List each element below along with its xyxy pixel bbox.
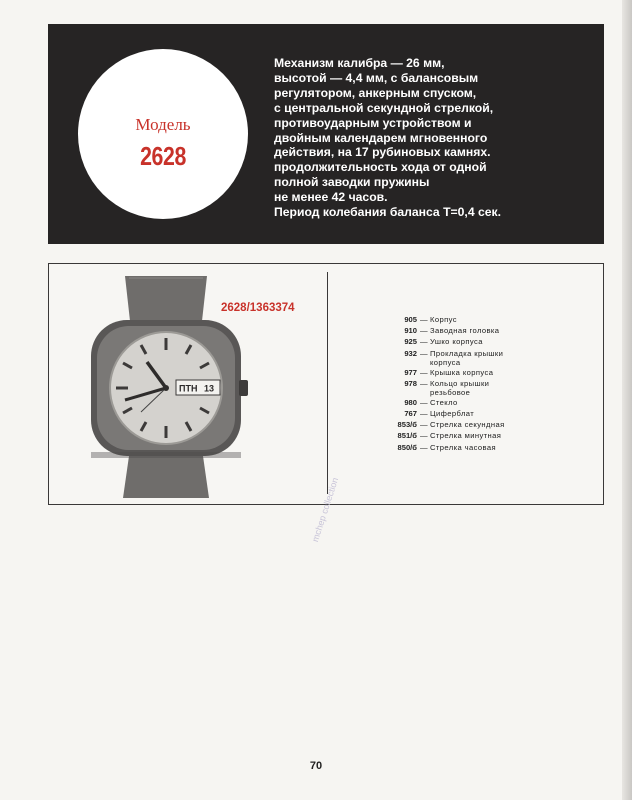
part-code: 851/б bbox=[397, 431, 417, 441]
day-window: ПТН bbox=[179, 383, 198, 394]
part-name: Крышка корпуса bbox=[430, 367, 494, 377]
part-row bbox=[369, 397, 569, 408]
part-name: Ушко корпуса bbox=[430, 337, 483, 347]
part-code: 850/б bbox=[397, 442, 417, 452]
spec-line: Период колебания баланса Т=0,4 сек. bbox=[274, 205, 502, 220]
model-label: Модель bbox=[135, 115, 191, 134]
part-code: 925 bbox=[404, 337, 417, 347]
spec-line: регулятором, анкерным спуском, bbox=[274, 85, 477, 100]
part-dash: — bbox=[420, 397, 428, 407]
parts-box bbox=[48, 263, 604, 505]
part-dash: — bbox=[420, 326, 428, 336]
spec-line: действия, на 17 рубиновых камнях. bbox=[274, 145, 491, 160]
model-banner bbox=[48, 24, 604, 244]
page-edge bbox=[622, 0, 632, 800]
part-dash: — bbox=[420, 337, 428, 347]
spec-line: не менее 42 часов. bbox=[274, 190, 388, 205]
part-name: Стрелка часовая bbox=[430, 442, 496, 452]
part-code: 978 bbox=[404, 378, 417, 388]
part-dash: — bbox=[420, 378, 428, 388]
part-name: Стекло bbox=[430, 397, 458, 407]
part-dash: — bbox=[420, 409, 428, 419]
part-code: 932 bbox=[404, 348, 417, 358]
part-dash: — bbox=[420, 367, 428, 377]
part-row bbox=[369, 367, 569, 378]
reference-number: 2628/1363374 bbox=[221, 302, 295, 314]
part-row bbox=[369, 419, 569, 430]
watermark: mchep collection bbox=[310, 476, 341, 544]
column-divider bbox=[327, 272, 328, 494]
spec-line: высотой — 4,4 мм, с балансовым bbox=[274, 70, 479, 85]
part-name: Кольцо крышки резьбовое bbox=[430, 378, 490, 397]
part-code: 910 bbox=[404, 326, 417, 336]
part-code: 977 bbox=[404, 367, 417, 377]
part-row bbox=[369, 378, 569, 397]
spec-line: полной заводки пружины bbox=[274, 175, 430, 190]
part-dash: — bbox=[420, 348, 428, 358]
model-number: 2628 bbox=[140, 141, 186, 171]
spec-line: противоударным устройством и bbox=[274, 115, 472, 130]
part-row bbox=[369, 442, 569, 453]
part-dash: — bbox=[420, 315, 428, 324]
date-window: 13 bbox=[204, 383, 215, 394]
part-name: Стрелка минутная bbox=[430, 431, 502, 441]
part-code: 853/б bbox=[397, 420, 417, 430]
part-code: 980 bbox=[404, 397, 417, 407]
part-row bbox=[369, 348, 569, 367]
part-row bbox=[369, 430, 569, 441]
page-number: 70 bbox=[309, 760, 323, 772]
part-name: Заводная головка bbox=[430, 326, 500, 336]
spec-line: двойным календарем мгновенного bbox=[274, 130, 488, 145]
parts-list bbox=[369, 314, 569, 453]
part-name: Стрелка секундная bbox=[430, 420, 505, 430]
part-name: Прокладка крышки корпуса bbox=[430, 348, 504, 367]
part-code: 767 bbox=[404, 409, 417, 419]
part-row bbox=[369, 336, 569, 347]
part-code: 905 bbox=[404, 315, 417, 324]
model-circle bbox=[78, 49, 248, 219]
part-row bbox=[369, 408, 569, 419]
part-dash: — bbox=[420, 442, 428, 452]
spec-line: Механизм калибра — 26 мм, bbox=[274, 56, 445, 70]
part-row bbox=[369, 314, 569, 325]
movement-specification bbox=[274, 56, 594, 220]
spec-line: продолжительность хода от одной bbox=[274, 160, 487, 175]
part-name: Циферблат bbox=[430, 409, 475, 419]
part-row bbox=[369, 325, 569, 336]
part-dash: — bbox=[420, 420, 428, 430]
part-name: Корпус bbox=[430, 315, 457, 324]
part-dash: — bbox=[420, 431, 428, 441]
spec-line: с центральной секундной стрелкой, bbox=[274, 100, 494, 115]
